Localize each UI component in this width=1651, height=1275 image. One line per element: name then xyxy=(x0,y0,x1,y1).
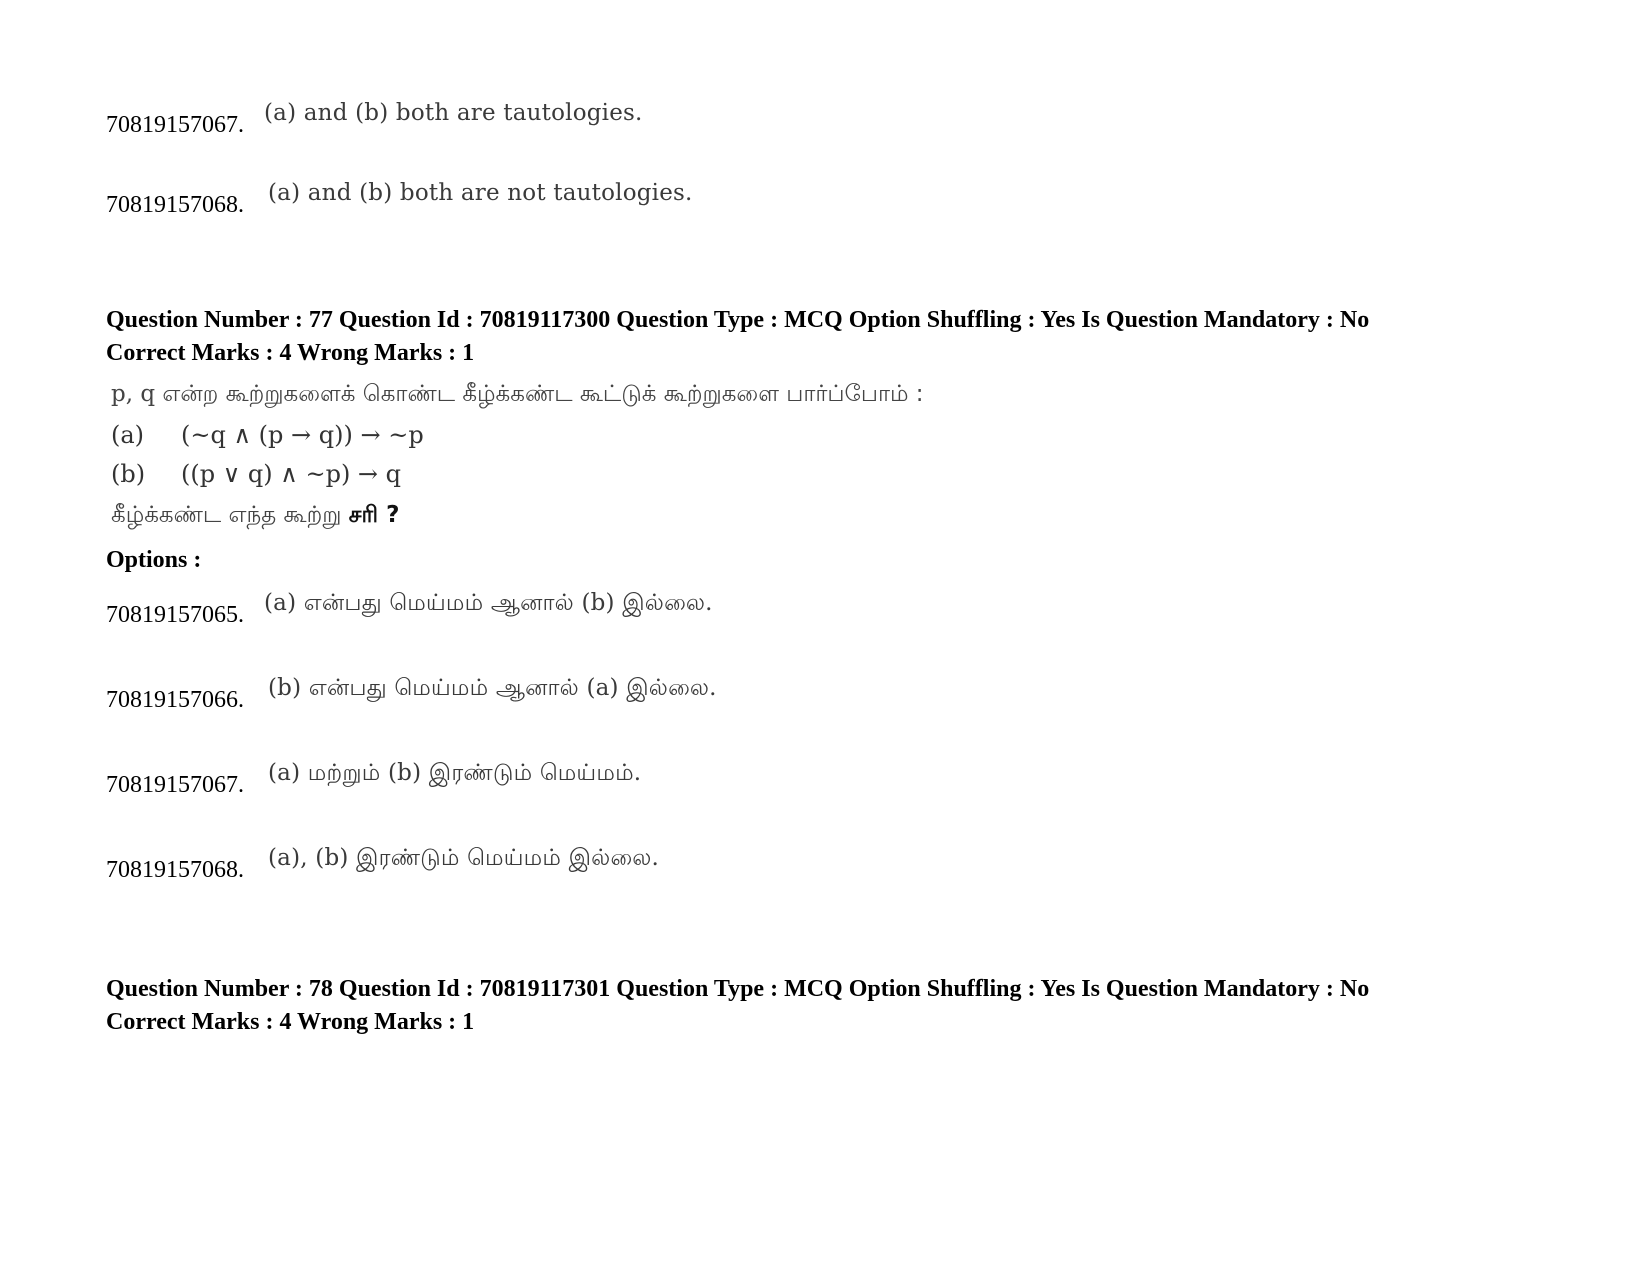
question-stem-intro xyxy=(111,381,924,410)
statement-formula: ((p ∨ q) ∧ ~p) → q xyxy=(181,460,402,488)
question-marks: Correct Marks : 4 Wrong Marks : 1 xyxy=(106,1009,475,1035)
option-id: 70819157066. xyxy=(106,687,244,713)
option-text: (a) and (b) both are tautologies. xyxy=(264,100,643,126)
statement-b xyxy=(111,460,401,488)
question-prompt-bold: சரி ? xyxy=(348,502,400,528)
stem-variables: p, q xyxy=(111,381,156,407)
option-text: (b) என்பது மெய்மம் ஆனால் (a) இல்லை. xyxy=(268,675,717,701)
option-id: 70819157065. xyxy=(106,602,244,628)
question-header: Question Number : 78 Question Id : 70819117301 Question Type : MCQ Option Shuffling : Yes Is Question Mandatory : No xyxy=(106,976,1370,1002)
option-id: 70819157068. xyxy=(106,857,244,883)
statement-a xyxy=(111,421,424,449)
question-prompt xyxy=(111,502,399,531)
option-id: 70819157067. xyxy=(106,112,244,138)
option-text: (a) மற்றும் (b) இரண்டும் மெய்மம். xyxy=(268,760,642,786)
options-label: Options : xyxy=(106,547,202,573)
option-id: 70819157068. xyxy=(106,192,244,218)
question-prompt-text: கீழ்க்கண்ட எந்த கூற்று xyxy=(111,502,342,528)
statement-label: (b) xyxy=(111,460,146,488)
statement-formula: (~q ∧ (p → q)) → ~p xyxy=(181,421,424,449)
option-text: (a) என்பது மெய்மம் ஆனால் (b) இல்லை. xyxy=(264,590,713,616)
statement-label: (a) xyxy=(111,421,145,449)
stem-text: என்ற கூற்றுகளைக் கொண்ட கீழ்க்கண்ட கூட்டுக் கூற்றுகளை பார்ப்போம் : xyxy=(162,381,924,407)
option-text: (a), (b) இரண்டும் மெய்மம் இல்லை. xyxy=(268,845,660,871)
question-header: Question Number : 77 Question Id : 70819117300 Question Type : MCQ Option Shuffling : Yes Is Question Mandatory : No xyxy=(106,307,1370,333)
option-id: 70819157067. xyxy=(106,772,244,798)
question-marks: Correct Marks : 4 Wrong Marks : 1 xyxy=(106,340,475,366)
option-text: (a) and (b) both are not tautologies. xyxy=(268,180,693,206)
